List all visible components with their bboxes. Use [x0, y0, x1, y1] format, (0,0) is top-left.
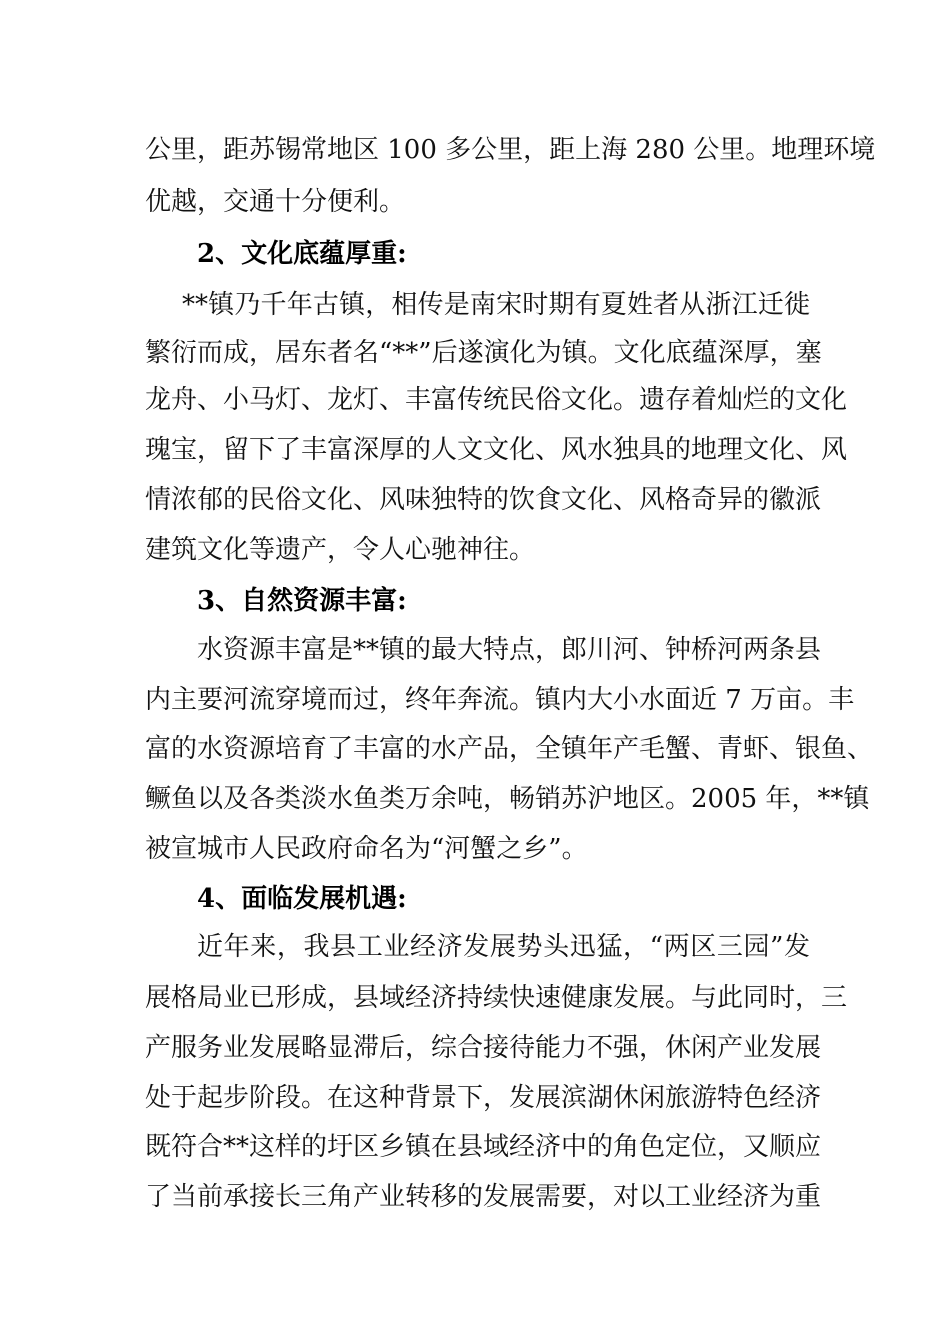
paragraph-line: 建筑文化等遗产，令人心驰神往。: [145, 535, 536, 565]
paragraph-line: 公里，距苏锡常地区 100 多公里，距上海 280 公里。地理环境: [145, 135, 876, 165]
paragraph-line: 近年来，我县工业经济发展势头迅猛，“两区三园”发: [197, 932, 810, 962]
paragraph-line: 繁衍而成，居东者名“**”后遂演化为镇。文化底蕴深厚，塞: [145, 338, 822, 368]
paragraph-line: 内主要河流穿境而过，终年奔流。镇内大小水面近 7 万亩。丰: [145, 685, 855, 715]
paragraph-line: 水资源丰富是**镇的最大特点，郎川河、钟桥河两条县: [197, 635, 822, 665]
paragraph-line: 处于起步阶段。在这种背景下，发展滨湖休闲旅游特色经济: [145, 1083, 822, 1113]
paragraph-line: 了当前承接长三角产业转移的发展需要，对以工业经济为重: [145, 1182, 822, 1212]
section-heading: 3、自然资源丰富:: [197, 586, 407, 616]
paragraph-line: 既符合**这样的圩区乡镇在县域经济中的角色定位，又顺应: [145, 1132, 822, 1162]
paragraph-line: 被宣城市人民政府命名为“河蟹之乡”。: [145, 834, 588, 864]
paragraph-line: 瑰宝，留下了丰富深厚的人文文化、风水独具的地理文化、风: [145, 435, 848, 465]
paragraph-line: 情浓郁的民俗文化、风味独特的饮食文化、风格奇异的徽派: [145, 485, 822, 515]
paragraph-line: 展格局业已形成，县域经济持续快速健康发展。与此同时，三: [145, 983, 848, 1013]
paragraph-line: 产服务业发展略显滞后，综合接待能力不强，休闲产业发展: [145, 1033, 822, 1063]
paragraph-line: 富的水资源培育了丰富的水产品，全镇年产毛蟹、青虾、银鱼、: [145, 734, 874, 764]
paragraph-line: 鳜鱼以及各类淡水鱼类万余吨，畅销苏沪地区。2005 年，**镇: [145, 784, 870, 814]
section-heading: 2、文化底蕴厚重:: [197, 239, 407, 269]
paragraph-line: **镇乃千年古镇，相传是南宋时期有夏姓者从浙江迁徙: [182, 290, 810, 320]
paragraph-line: 龙舟、小马灯、龙灯、丰富传统民俗文化。遗存着灿烂的文化: [145, 385, 848, 415]
paragraph-line: 优越，交通十分便利。: [145, 187, 406, 217]
section-heading: 4、面临发展机遇:: [197, 884, 407, 914]
